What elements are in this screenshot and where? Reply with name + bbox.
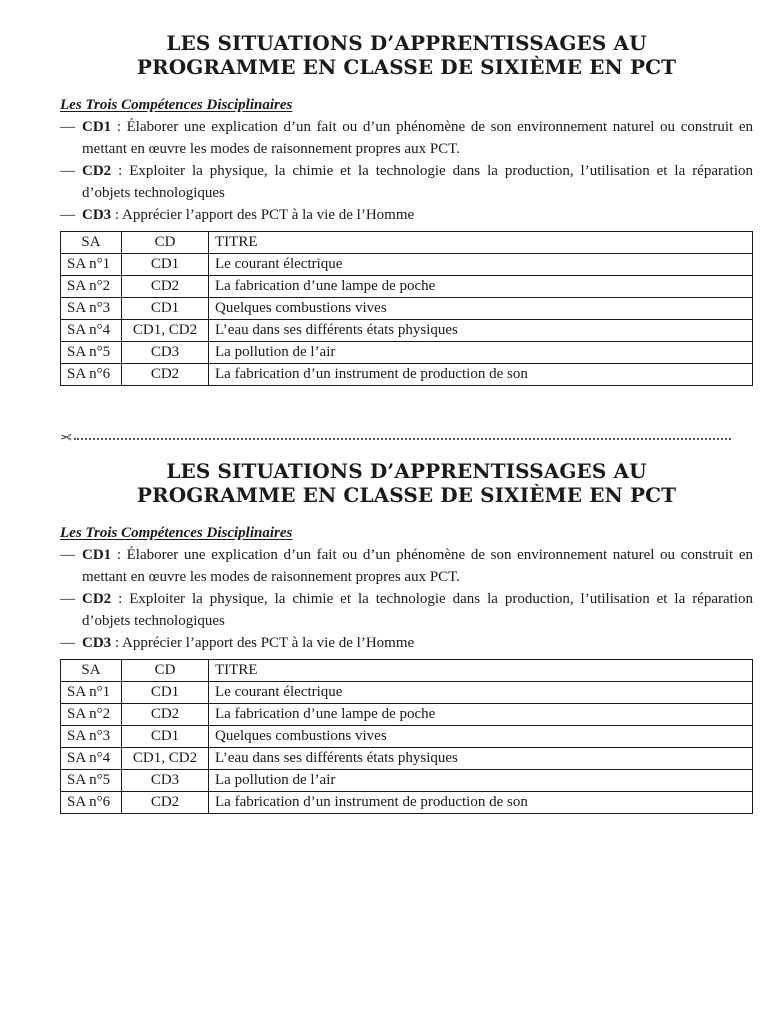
list-dash: —	[60, 591, 75, 607]
competence-code: CD2	[82, 591, 112, 607]
section-subtitle: Les Trois Compétences Disciplinaires	[60, 97, 293, 113]
competence-item-cd3	[60, 632, 753, 654]
table-row	[61, 320, 753, 342]
competence-text: Exploiter la physique, la chimie et la technologie dans la production, l’utilisation et la réparation d’objets technologiques	[82, 591, 753, 629]
sheet-2	[60, 459, 753, 814]
competence-separator: :	[111, 119, 127, 135]
list-dash: —	[60, 207, 75, 223]
header-titre: TITRE	[209, 232, 753, 254]
cell-cd: CD1, CD2	[122, 748, 209, 770]
cell-cd: CD2	[122, 276, 209, 298]
cell-titre: L’eau dans ses différents états physiques	[209, 320, 753, 342]
competence-code: CD3	[82, 635, 112, 651]
competence-text: Élaborer une explication d’un fait ou d’un phénomène de son environnement naturel ou construit en mettant en œuvre les modes de raisonnement propres aux PCT.	[82, 547, 753, 585]
table-row	[61, 276, 753, 298]
competence-text: Élaborer une explication d’un fait ou d’un phénomène de son environnement naturel ou construit en mettant en œuvre les modes de raisonnement propres aux PCT.	[82, 119, 753, 157]
list-dash: —	[60, 163, 75, 179]
cell-titre: Le courant électrique	[209, 682, 753, 704]
cut-line	[60, 425, 753, 445]
header-sa: SA	[61, 660, 122, 682]
header-sa: SA	[61, 232, 122, 254]
table-row	[61, 770, 753, 792]
cell-cd: CD2	[122, 704, 209, 726]
table-row	[61, 298, 753, 320]
sa-table	[60, 231, 753, 386]
cell-cd: CD1, CD2	[122, 320, 209, 342]
scissors-icon: ✂	[60, 428, 72, 443]
table-row	[61, 704, 753, 726]
sheet-1	[60, 31, 753, 386]
table-row	[61, 682, 753, 704]
competence-text: Apprécier l’apport des PCT à la vie de l’Homme	[122, 207, 415, 223]
competence-item-cd2	[60, 588, 753, 632]
title-line-1: LES SITUATIONS D’APPRENTISSAGES AU	[166, 459, 647, 483]
table-row	[61, 342, 753, 364]
cell-titre: La pollution de l’air	[209, 342, 753, 364]
competence-item-cd1	[60, 116, 753, 160]
cell-cd: CD1	[122, 298, 209, 320]
competence-text: Apprécier l’apport des PCT à la vie de l’Homme	[122, 635, 415, 651]
cell-sa: SA n°3	[61, 726, 122, 748]
list-dash: —	[60, 547, 75, 563]
header-cd: CD	[122, 660, 209, 682]
competence-item-cd2	[60, 160, 753, 204]
list-dash: —	[60, 635, 75, 651]
cell-sa: SA n°6	[61, 792, 122, 814]
cell-cd: CD1	[122, 682, 209, 704]
competence-separator: :	[111, 207, 123, 223]
cell-cd: CD3	[122, 342, 209, 364]
competence-item-cd3	[60, 204, 753, 226]
competence-text: Exploiter la physique, la chimie et la technologie dans la production, l’utilisation et la réparation d’objets technologiques	[82, 163, 753, 201]
competence-list	[60, 544, 753, 654]
competence-code: CD1	[82, 547, 112, 563]
table-row	[61, 364, 753, 386]
cell-sa: SA n°6	[61, 364, 122, 386]
competence-separator: :	[111, 547, 127, 563]
competence-code: CD2	[82, 163, 112, 179]
cell-sa: SA n°4	[61, 320, 122, 342]
table-header-row	[61, 660, 753, 682]
cell-cd: CD1	[122, 726, 209, 748]
cell-titre: La fabrication d’une lampe de poche	[209, 276, 753, 298]
competence-item-cd1	[60, 544, 753, 588]
competence-separator: :	[111, 163, 130, 179]
cell-cd: CD2	[122, 792, 209, 814]
section-subtitle: Les Trois Compétences Disciplinaires	[60, 525, 293, 541]
competence-separator: :	[111, 635, 123, 651]
competence-code: CD3	[82, 207, 112, 223]
cell-sa: SA n°4	[61, 748, 122, 770]
sa-table	[60, 659, 753, 814]
page-title	[60, 31, 753, 79]
table-header-row	[61, 232, 753, 254]
header-cd: CD	[122, 232, 209, 254]
cell-titre: L’eau dans ses différents états physiques	[209, 748, 753, 770]
title-line-2: PROGRAMME EN CLASSE DE SIXIÈME EN PCT	[136, 55, 677, 79]
table-row	[61, 792, 753, 814]
table-row	[61, 748, 753, 770]
cell-cd: CD2	[122, 364, 209, 386]
cell-titre: Quelques combustions vives	[209, 298, 753, 320]
cell-cd: CD3	[122, 770, 209, 792]
cell-sa: SA n°2	[61, 704, 122, 726]
cell-titre: Quelques combustions vives	[209, 726, 753, 748]
cell-sa: SA n°2	[61, 276, 122, 298]
cell-sa: SA n°3	[61, 298, 122, 320]
table-row	[61, 254, 753, 276]
cell-cd: CD1	[122, 254, 209, 276]
header-titre: TITRE	[209, 660, 753, 682]
cell-sa: SA n°1	[61, 254, 122, 276]
title-line-2: PROGRAMME EN CLASSE DE SIXIÈME EN PCT	[136, 483, 677, 507]
competence-code: CD1	[82, 119, 112, 135]
cell-sa: SA n°5	[61, 342, 122, 364]
title-line-1: LES SITUATIONS D’APPRENTISSAGES AU	[166, 31, 647, 55]
competence-separator: :	[111, 591, 130, 607]
cell-titre: La fabrication d’une lampe de poche	[209, 704, 753, 726]
page-title	[60, 459, 753, 507]
cell-titre: La pollution de l’air	[209, 770, 753, 792]
cell-titre: Le courant électrique	[209, 254, 753, 276]
cell-titre: La fabrication d’un instrument de production de son	[209, 364, 753, 386]
competence-list	[60, 116, 753, 226]
cell-sa: SA n°1	[61, 682, 122, 704]
list-dash: —	[60, 119, 75, 135]
dotted-cut-line	[74, 438, 731, 440]
cell-titre: La fabrication d’un instrument de production de son	[209, 792, 753, 814]
cell-sa: SA n°5	[61, 770, 122, 792]
table-row	[61, 726, 753, 748]
